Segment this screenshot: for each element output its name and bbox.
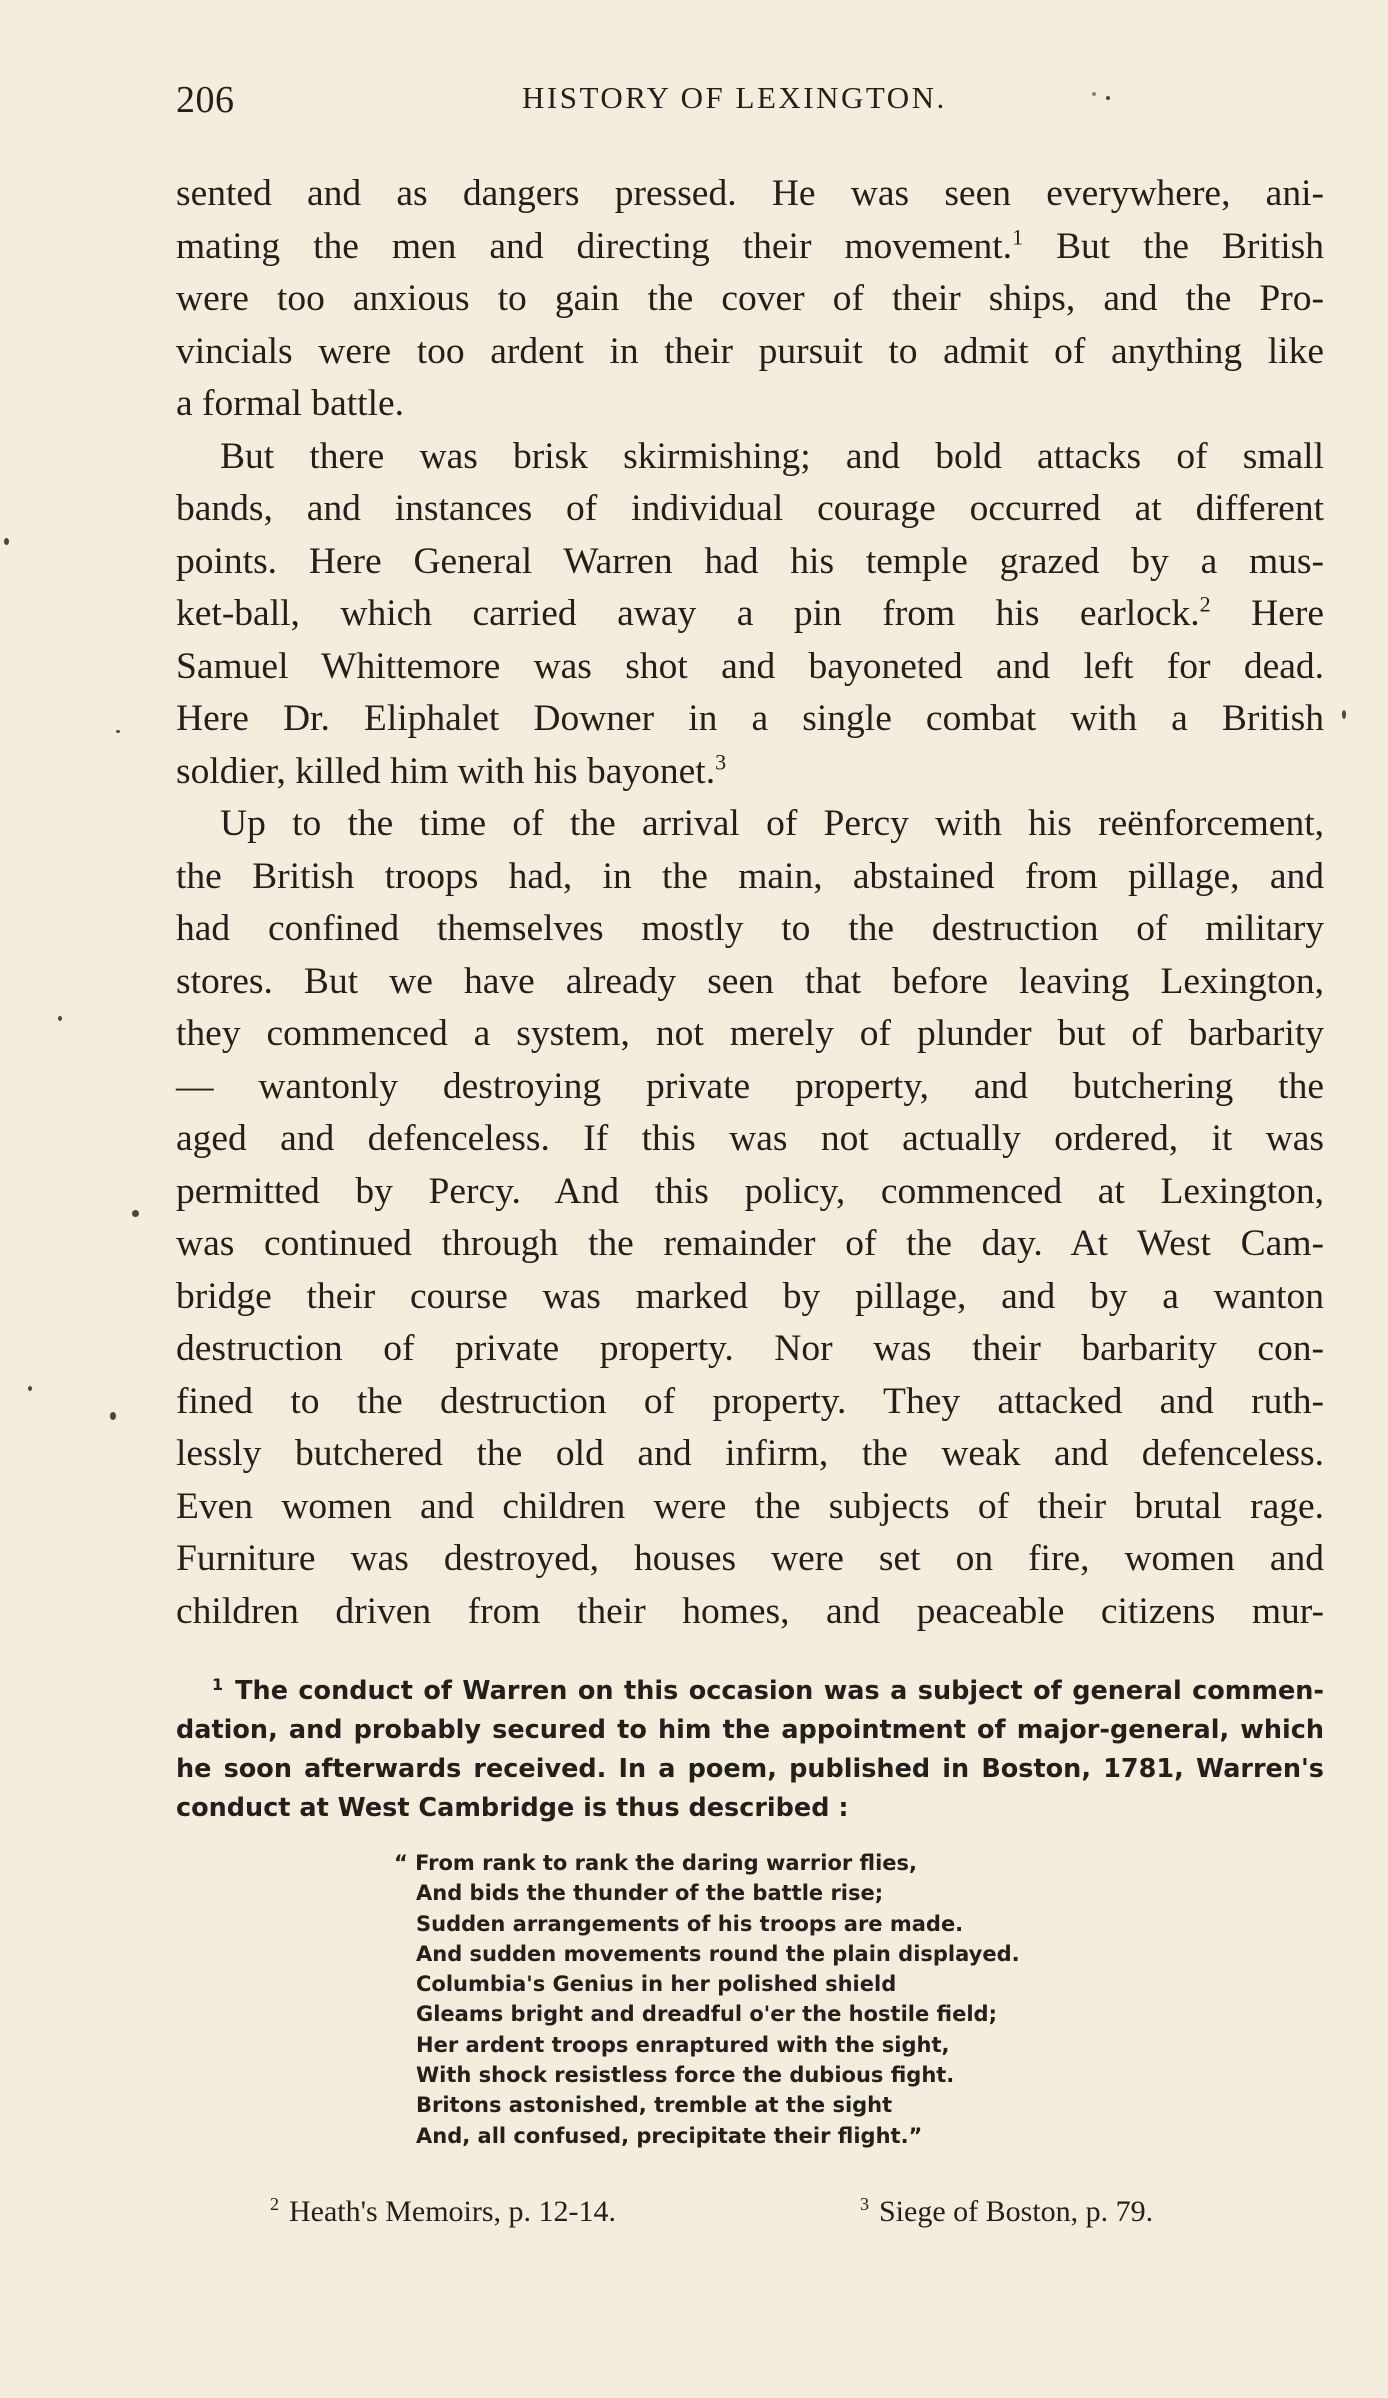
body-line	[176, 431, 1324, 484]
body-line	[176, 1533, 1324, 1586]
body-line-text: sented and as dangers pressed. He was seen everywhere, ani-	[176, 173, 1324, 214]
body-line	[176, 326, 1324, 379]
body-line	[176, 1113, 1324, 1166]
body-line-text: fined to the destruction of property. They attacked and ruth-	[176, 1380, 1324, 1422]
body-line-text: Here Dr. Eliphalet Downer in a single combat with a British	[176, 698, 1324, 739]
body-line	[176, 378, 1324, 431]
footnote-3-marker: 3	[860, 2194, 869, 2214]
footnote-3-text: Siege of Boston, p. 79.	[879, 2195, 1154, 2228]
body-line-text: But the British	[1023, 225, 1325, 267]
footnote-line-text: The conduct of Warren on this occasion was a subject of general commen-	[235, 1676, 1324, 1706]
body-line	[176, 1586, 1324, 1639]
poem-line: And, all confused, precipitate their flight.”	[416, 2123, 923, 2148]
body-line	[176, 1376, 1324, 1429]
body-line	[176, 1271, 1324, 1324]
body-line-text: the British troops had, in the main, abstained from pillage, and	[176, 855, 1324, 897]
footnote-line-text: conduct at West Cambridge is thus described :	[176, 1793, 849, 1823]
ink-speck	[116, 730, 120, 733]
body-line-text: aged and defenceless. If this was not actually ordered, it was	[176, 1118, 1324, 1159]
poem-line: Sudden arrangements of his troops are made.	[416, 1911, 964, 1936]
footnote-2-text: Heath's Memoirs, p. 12-14.	[289, 2195, 617, 2228]
body-line	[176, 641, 1324, 694]
body-line-text: Samuel Whittemore was shot and bayoneted and left for dead.	[176, 645, 1324, 687]
body-line	[176, 746, 1324, 799]
body-line-text: lessly butchered the old and infirm, the weak and defenceless.	[176, 1433, 1324, 1474]
body-line	[176, 273, 1324, 326]
ink-speck	[28, 1386, 32, 1391]
poem-line: With shock resistless force the dubious fight.	[416, 2063, 955, 2088]
ink-speck	[1342, 710, 1346, 719]
body-line-text: But there was brisk skirmishing; and bold attacks of small	[220, 435, 1324, 477]
footnote-1	[176, 1672, 1324, 1828]
body-line	[176, 1166, 1324, 1219]
running-head: HISTORY OF LEXINGTON.	[522, 80, 947, 115]
body-line-text: vincials were too ardent in their pursuit to admit of anything like	[176, 330, 1324, 372]
body-line-text: was continued through the remainder of the day. At West Cam-	[176, 1223, 1324, 1264]
body-line	[176, 798, 1324, 851]
ink-speck	[1092, 92, 1096, 96]
body-line-text: children driven from their homes, and peaceable citizens mur-	[176, 1590, 1324, 1632]
footnote-3	[860, 2192, 1153, 2232]
footnote-reference-marker: 3	[715, 749, 727, 774]
body-line	[176, 168, 1324, 221]
ink-speck	[58, 1016, 62, 1021]
poem-line: Her ardent troops enraptured with the sight,	[416, 2032, 950, 2057]
ink-speck	[110, 1412, 116, 1420]
ink-speck	[4, 538, 9, 545]
poem-line: “ From rank to rank the daring warrior flies,	[394, 1851, 918, 1875]
footnote-line-text: dation, and probably secured to him the appointment of major-general, which	[176, 1715, 1324, 1745]
body-line-text: a formal battle.	[176, 383, 405, 424]
body-line-text: Up to the time of the arrival of Percy with his reënforcement,	[220, 803, 1324, 844]
poem-line: Columbia's Genius in her polished shield	[416, 1972, 897, 1997]
body-line-text: bridge their course was marked by pillage, and by a wanton	[176, 1275, 1324, 1317]
body-line-text: Furniture was destroyed, houses were set on fire, women and	[176, 1538, 1324, 1579]
footnote-line	[176, 1672, 1324, 1711]
body-line-text: Even women and children were the subjects of their brutal rage.	[176, 1485, 1324, 1527]
body-line	[176, 588, 1324, 641]
body-line-text: permitted by Percy. And this policy, commenced at Lexington,	[176, 1170, 1324, 1212]
body-line-text: were too anxious to gain the cover of their ships, and the Pro-	[176, 278, 1324, 319]
body-line	[176, 483, 1324, 536]
footnote-1-marker: 1	[212, 1674, 224, 1694]
body-line-text: ket-ball, which carried away a pin from his earlock.	[176, 593, 1200, 634]
body-line	[176, 903, 1324, 956]
poem-line: And sudden movements round the plain displayed.	[416, 1941, 1020, 1966]
body-line-text: points. Here General Warren had his temple grazed by a mus-	[176, 540, 1324, 582]
footnote-poem	[394, 1848, 1154, 2151]
body-line-text: they commenced a system, not merely of plunder but of barbarity	[176, 1013, 1324, 1054]
footnote-line-text: he soon afterwards received. In a poem, published in Boston, 1781, Warren's	[176, 1754, 1324, 1784]
footnote-2	[270, 2192, 616, 2232]
body-line	[176, 693, 1324, 746]
poem-line: And bids the thunder of the battle rise;	[416, 1881, 884, 1906]
body-line	[176, 1323, 1324, 1376]
body-line	[176, 1061, 1324, 1114]
body-line-text: had confined themselves mostly to the destruction of military	[176, 908, 1324, 949]
body-line-text: mating the men and directing their movement.	[176, 225, 1013, 267]
body-line-text: Here	[1210, 593, 1325, 634]
footnote-reference-marker: 2	[1199, 591, 1211, 617]
body-line-text: bands, and instances of individual courage occurred at different	[176, 488, 1324, 529]
page-header	[176, 78, 1326, 128]
footnote-line	[176, 1711, 1324, 1750]
body-line	[176, 851, 1324, 904]
body-line-text: destruction of private property. Nor was their barbarity con-	[176, 1328, 1324, 1369]
body-line-text: soldier, killed him with his bayonet.	[176, 750, 716, 792]
body-line-text: stores. But we have already seen that before leaving Lexington,	[176, 960, 1324, 1002]
body-line-text: — wantonly destroying private property, and butchering the	[176, 1065, 1324, 1107]
body-line	[176, 956, 1324, 1009]
body-line	[176, 536, 1324, 589]
body-line	[176, 1008, 1324, 1061]
body-line	[176, 1481, 1324, 1534]
body-line	[176, 1428, 1324, 1481]
poem-line: Gleams bright and dreadful o'er the hostile field;	[416, 2002, 997, 2027]
footnote-reference-marker: 1	[1012, 224, 1024, 249]
poem-line: Britons astonished, tremble at the sight	[416, 2093, 893, 2118]
body-line	[176, 221, 1324, 274]
body-text	[176, 168, 1324, 1638]
footnote-2-marker: 2	[270, 2194, 279, 2214]
page-number: 206	[176, 79, 235, 121]
ink-speck	[132, 1210, 139, 1217]
body-line	[176, 1218, 1324, 1271]
ink-speck	[1106, 96, 1110, 100]
footnote-line	[176, 1750, 1324, 1789]
footnote-line	[176, 1789, 1324, 1828]
